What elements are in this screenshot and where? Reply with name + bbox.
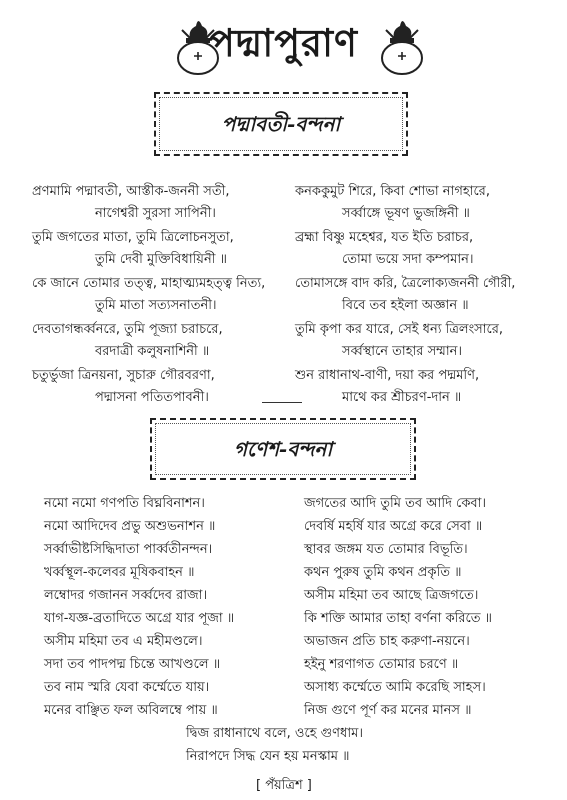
- s1-line: মাথে কর শ্রীচরণ-দান ॥: [342, 390, 462, 405]
- section1-title: পদ্মাবতী-বন্দনা: [221, 112, 341, 136]
- s2-line: নিরাপদে সিদ্ধ যেন হয় মনস্কাম ॥: [186, 749, 350, 764]
- s2-line: দ্বিজ রাধানাথে বলে, ওহে গুণধাম।: [186, 726, 363, 741]
- s1-line: তুমি দেবী মুক্তিবিধায়িনী ॥: [95, 252, 227, 267]
- page-title: পদ্মাপুরাণ: [209, 20, 358, 65]
- s1-line: তুমি মাতা সত্যসনাতনী।: [95, 298, 217, 313]
- s2-line: স্থাবর জঙ্গম যত তোমার বিভূতি।: [304, 542, 468, 557]
- s2-line: জগতের আদি তুমি তব আদি কেবা।: [304, 496, 487, 511]
- s2-line: হইনু শরণাগত তোমার চরণে ॥: [304, 657, 459, 672]
- section2-title: গণেশ-বন্দনা: [233, 437, 333, 461]
- s2-line: সদা তব পাদপদ্ম চিন্তে আখণ্ডলে ॥: [44, 657, 221, 672]
- section-divider: [262, 402, 302, 403]
- s2-line: নমো নমো গণপতি বিঘ্নবিনাশন।: [44, 496, 205, 511]
- s1-line: নাগেশ্বরী সুরসা সাপিনী।: [95, 206, 216, 221]
- s2-line: নমো আদিদেব প্রভু অশুভনাশন ॥: [44, 519, 216, 534]
- page-number: [ পঁয়ত্রিশ ]: [256, 778, 312, 793]
- s1-line: পদ্মাসনা পতিতপাবনী।: [95, 390, 209, 405]
- s1-line: কে জানে তোমার তত্ত্ব, মাহাত্ম্যমহত্ত্ব নিত্য,: [32, 276, 266, 291]
- s2-line: অভাজন প্রতি চাহ করুণা-নয়নে।: [304, 634, 470, 649]
- s1-line: কনককুমুট শিরে, কিবা শোভা নাগহারে,: [295, 184, 490, 199]
- s2-line: নিজ গুণে পূর্ণ কর মনের মানস ॥: [304, 703, 472, 718]
- s2-line: তব নাম স্মরি যেবা কর্ম্মেতে যায়।: [44, 680, 210, 695]
- s1-line: সর্ব্বস্থানে তাহার সম্মান।: [342, 344, 463, 359]
- s2-line: দেবর্ষি মহর্ষি যার অগ্রে করে সেবা ॥: [304, 519, 483, 534]
- s1-line: ব্রহ্মা বিষ্ণু মহেশ্বর, যত ইতি চরাচর,: [295, 230, 474, 245]
- s1-line: তুমি কৃপা কর যারে, সেই ধন্য ত্রিলংসারে,: [295, 322, 504, 337]
- s1-line: তোমা ভয়ে সদা কম্পমান।: [342, 252, 474, 267]
- s2-line: যাগ-যজ্ঞ-ব্রতাদিতে অগ্রে যার পূজা ॥: [44, 611, 235, 626]
- s2-line: খর্ব্বস্থূল-কলেবর মূষিকবাহন ॥: [44, 565, 195, 580]
- section1-title-frame: [154, 92, 408, 156]
- s2-line: মনের বাঞ্ছিত ফল অবিলম্বে পায় ॥: [44, 703, 218, 718]
- section2-title-frame: [150, 418, 416, 480]
- s2-line: সর্ব্বাভীষ্টসিদ্ধিদাতা পার্ব্বতীনন্দন।: [44, 542, 213, 557]
- s2-line: কি শক্তি আমার তাহা বর্ণনা করিতে ॥: [304, 611, 492, 626]
- s1-line: সর্ব্বাঙ্গে ভূষণ ভুজঙ্গিনী ॥: [342, 206, 470, 221]
- s1-line: তুমি জগতের মাতা, তুমি ত্রিলোচনসুতা,: [32, 230, 234, 245]
- s2-line: অসাধ্য কর্ম্মেতে আমি করেছি সাহস।: [304, 680, 486, 695]
- s1-line: দেবতাগন্ধর্ব্বনরে, তুমি পূজ্যা চরাচরে,: [32, 322, 223, 337]
- s1-line: বিবে তব হইলা অজ্ঞান ॥: [342, 298, 469, 313]
- s1-line: চতুর্ভুজা ত্রিনয়না, সুচারু গৌরবরণা,: [32, 368, 215, 383]
- s2-line: কথন পুরুষ তুমি কথন প্রকৃতি ॥: [304, 565, 462, 580]
- s1-line: বরদাত্রী কলুষনাশিনী ॥: [95, 344, 210, 359]
- s2-line: অসীম মহিমা তব আছে ত্রিজগতে।: [304, 588, 479, 603]
- s1-line: শুন রাধানাথ-বাণী, দয়া কর পদ্মমণি,: [295, 368, 480, 383]
- s2-line: লম্বোদর গজানন সর্ব্বদেব রাজা।: [44, 588, 208, 603]
- s2-line: অসীম মহিমা তব এ মহীমণ্ডলে।: [44, 634, 203, 649]
- s1-line: প্রণমামি পদ্মাবতী, আস্তীক-জননী সতী,: [32, 184, 230, 199]
- s1-line: তোমাসঙ্গে বাদ করি, ত্রৈলোক্যজননী গৌরী,: [295, 276, 516, 291]
